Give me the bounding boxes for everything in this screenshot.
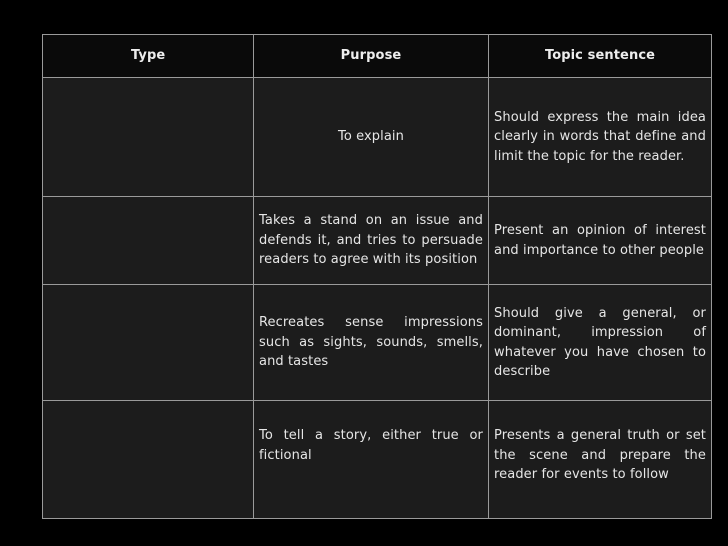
type-cell	[43, 401, 254, 519]
topic-sentence-cell: Should express the main idea clearly in words that define and limit the topic for the reader.	[489, 78, 712, 197]
topic-sentence-cell: Should give a general, or dominant, impression of whatever you have chosen to describe	[489, 285, 712, 401]
header-type: Type	[43, 35, 254, 78]
header-purpose: Purpose	[254, 35, 489, 78]
table-row	[43, 285, 712, 401]
type-cell	[43, 78, 254, 197]
paragraph-types-table	[42, 34, 712, 519]
topic-sentence-cell: Present an opinion of interest and importance to other people	[489, 197, 712, 285]
purpose-cell: Recreates sense impressions such as sights, sounds, smells, and tastes	[254, 285, 489, 401]
table-row	[43, 197, 712, 285]
table-row	[43, 401, 712, 519]
table-row	[43, 78, 712, 197]
type-cell	[43, 285, 254, 401]
topic-sentence-cell: Presents a general truth or set the scene and prepare the reader for events to follow	[489, 401, 712, 519]
type-cell	[43, 197, 254, 285]
purpose-cell: To tell a story, either true or fictional	[254, 401, 489, 519]
purpose-cell: Takes a stand on an issue and defends it, and tries to persuade readers to agree with its position	[254, 197, 489, 285]
header-topic-sentence: Topic sentence	[489, 35, 712, 78]
purpose-cell: To explain	[254, 78, 489, 197]
table-header-row	[43, 35, 712, 78]
